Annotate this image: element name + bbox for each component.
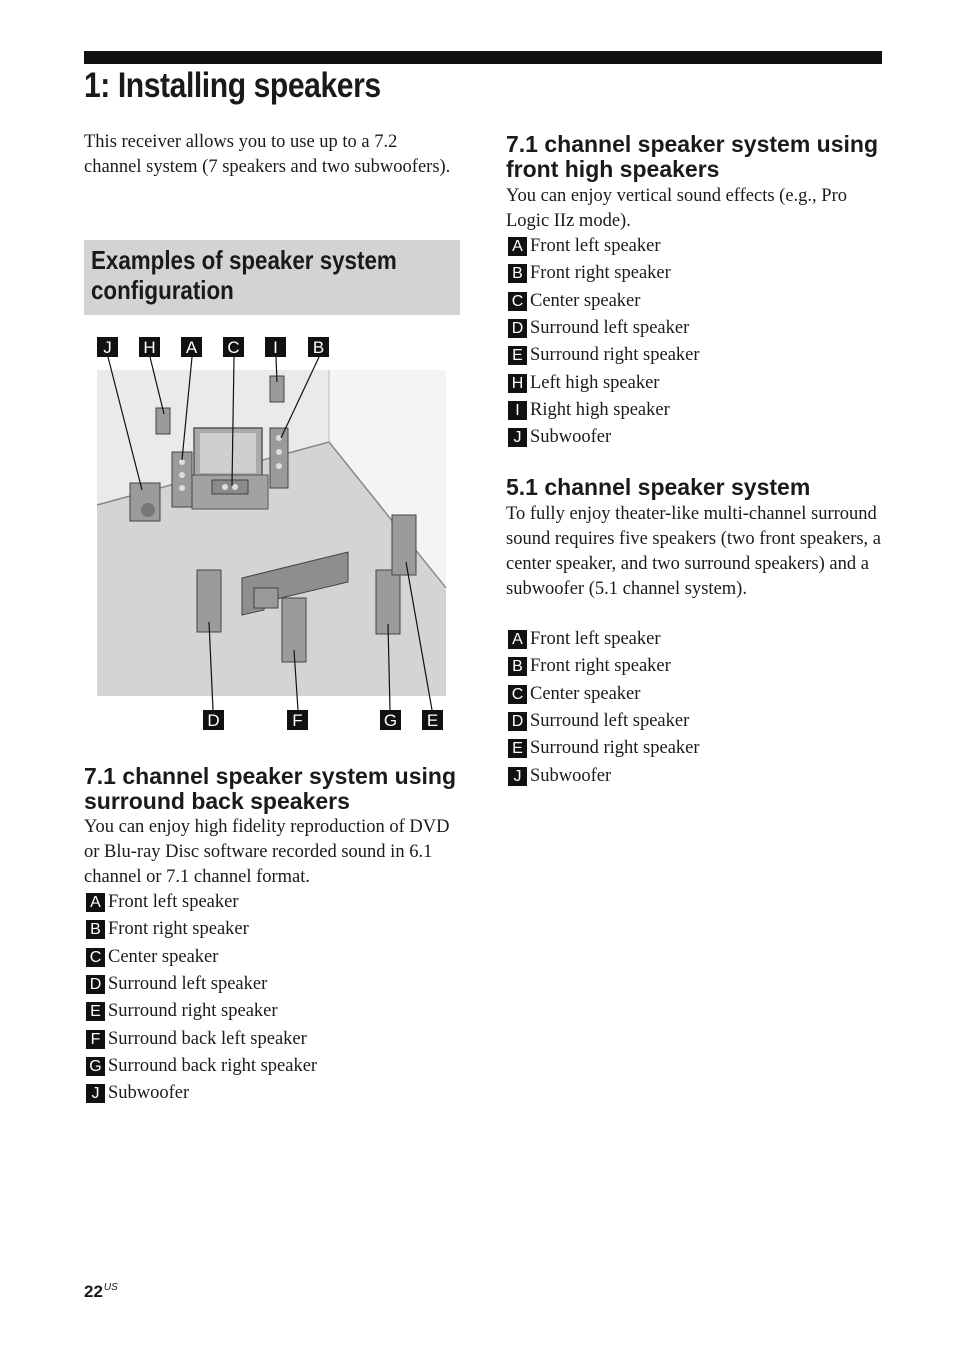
item-label: Center speaker bbox=[530, 290, 641, 311]
item-label: Front right speaker bbox=[108, 919, 249, 940]
list-item bbox=[86, 971, 317, 998]
key-badge: F bbox=[86, 1030, 105, 1049]
label-j: J bbox=[103, 338, 112, 357]
item-label: Front right speaker bbox=[530, 263, 671, 284]
speaker-diagram bbox=[84, 330, 460, 740]
item-label: Left high speaker bbox=[530, 372, 660, 393]
speaker-room-illustration bbox=[84, 330, 460, 740]
list-item bbox=[508, 369, 700, 396]
examples-heading: Examples of speaker system configuration bbox=[91, 245, 397, 305]
list-item bbox=[508, 397, 700, 424]
five-one-heading: 5.1 channel speaker system bbox=[506, 474, 811, 500]
list-item bbox=[508, 681, 700, 708]
label-e: E bbox=[426, 711, 439, 730]
list-item bbox=[508, 708, 700, 735]
key-badge: J bbox=[86, 1084, 105, 1103]
diagram-bottom-labels bbox=[203, 710, 443, 730]
key-badge: E bbox=[508, 739, 527, 758]
page-number bbox=[84, 1282, 118, 1302]
item-label: Subwoofer bbox=[530, 765, 612, 786]
page-number-value: 22 bbox=[84, 1282, 103, 1301]
list-item bbox=[86, 1080, 317, 1107]
front-high-list bbox=[508, 233, 700, 451]
page-number-suffix: US bbox=[103, 1282, 118, 1294]
key-badge: A bbox=[508, 630, 527, 649]
surround-right-speaker-shape bbox=[392, 515, 416, 575]
front-high-heading: 7.1 channel speaker system using front high speakers bbox=[506, 131, 879, 182]
list-item bbox=[86, 1053, 317, 1080]
key-badge: D bbox=[508, 712, 527, 731]
list-item bbox=[508, 762, 700, 789]
item-label: Front left speaker bbox=[530, 236, 661, 257]
list-item bbox=[86, 916, 317, 943]
item-label: Surround back left speaker bbox=[108, 1028, 307, 1049]
center-speaker-shape bbox=[212, 480, 248, 494]
list-item bbox=[508, 626, 700, 653]
key-badge: B bbox=[86, 920, 105, 939]
key-badge: B bbox=[508, 657, 527, 676]
item-label: Front left speaker bbox=[108, 892, 239, 913]
surround-back-heading: 7.1 channel speaker system using surround back speakers bbox=[84, 763, 457, 814]
list-item bbox=[508, 233, 700, 260]
key-badge: C bbox=[508, 685, 527, 704]
key-badge: A bbox=[508, 237, 527, 256]
surround-back-list bbox=[86, 889, 317, 1107]
key-badge: B bbox=[508, 264, 527, 283]
item-label: Front left speaker bbox=[530, 629, 661, 650]
item-label: Front right speaker bbox=[530, 656, 671, 677]
label-h: H bbox=[143, 338, 156, 357]
key-badge: E bbox=[508, 346, 527, 365]
front-high-desc: You can enjoy vertical sound effects (e.g., Pro Logic IIz mode). bbox=[506, 186, 847, 231]
key-badge: D bbox=[508, 319, 527, 338]
key-badge: D bbox=[86, 975, 105, 994]
item-label: Center speaker bbox=[530, 683, 641, 704]
list-item bbox=[86, 1025, 317, 1052]
list-item bbox=[86, 889, 317, 916]
key-badge: C bbox=[508, 292, 527, 311]
list-item bbox=[508, 288, 700, 315]
item-label: Right high speaker bbox=[530, 399, 670, 420]
page-title: 1: Installing speakers bbox=[84, 66, 381, 105]
label-c: C bbox=[227, 338, 240, 357]
item-label: Surround right speaker bbox=[530, 738, 700, 759]
key-badge: G bbox=[86, 1057, 105, 1076]
top-rule bbox=[84, 51, 882, 64]
key-badge: H bbox=[508, 374, 527, 393]
label-i: I bbox=[273, 338, 278, 357]
list-item bbox=[86, 944, 317, 971]
five-one-list bbox=[508, 626, 700, 790]
key-badge: J bbox=[508, 767, 527, 786]
label-a: A bbox=[185, 338, 198, 357]
intro-text: This receiver allows you to use up to a 7.2 channel system (7 speakers and two subwoofers). bbox=[84, 132, 451, 177]
item-label: Subwoofer bbox=[108, 1083, 190, 1104]
item-label: Center speaker bbox=[108, 946, 219, 967]
surround-back-desc: You can enjoy high fidelity reproduction of DVD or Blu-ray Disc software recorded sound in 6.1 channel or 7.1 channel format. bbox=[84, 817, 450, 887]
list-item bbox=[508, 424, 700, 451]
item-label: Surround left speaker bbox=[530, 318, 690, 339]
item-label: Surround left speaker bbox=[530, 711, 690, 732]
list-item bbox=[508, 653, 700, 680]
list-item bbox=[86, 998, 317, 1025]
list-item bbox=[508, 735, 700, 762]
key-badge: E bbox=[86, 1002, 105, 1021]
label-b: B bbox=[312, 338, 325, 357]
key-badge: I bbox=[508, 401, 527, 420]
key-badge: C bbox=[86, 948, 105, 967]
list-item bbox=[508, 315, 700, 342]
list-item bbox=[508, 342, 700, 369]
item-label: Surround back right speaker bbox=[108, 1055, 318, 1076]
item-label: Subwoofer bbox=[530, 427, 612, 448]
label-g: G bbox=[383, 711, 398, 730]
key-badge: A bbox=[86, 893, 105, 912]
list-item bbox=[508, 260, 700, 287]
label-f: F bbox=[292, 711, 303, 730]
examples-heading-box bbox=[84, 240, 460, 315]
five-one-desc: To fully enjoy theater-like multi-channel surround sound requires five speakers (two front speakers, a center speaker, and two surround speakers) and a subwoofer (5.1 channel system). bbox=[506, 504, 882, 599]
label-d: D bbox=[207, 711, 220, 730]
item-label: Surround left speaker bbox=[108, 974, 268, 995]
diagram-top-labels bbox=[97, 337, 329, 357]
item-label: Surround right speaker bbox=[108, 1001, 278, 1022]
item-label: Surround right speaker bbox=[530, 345, 700, 366]
key-badge: J bbox=[508, 428, 527, 447]
